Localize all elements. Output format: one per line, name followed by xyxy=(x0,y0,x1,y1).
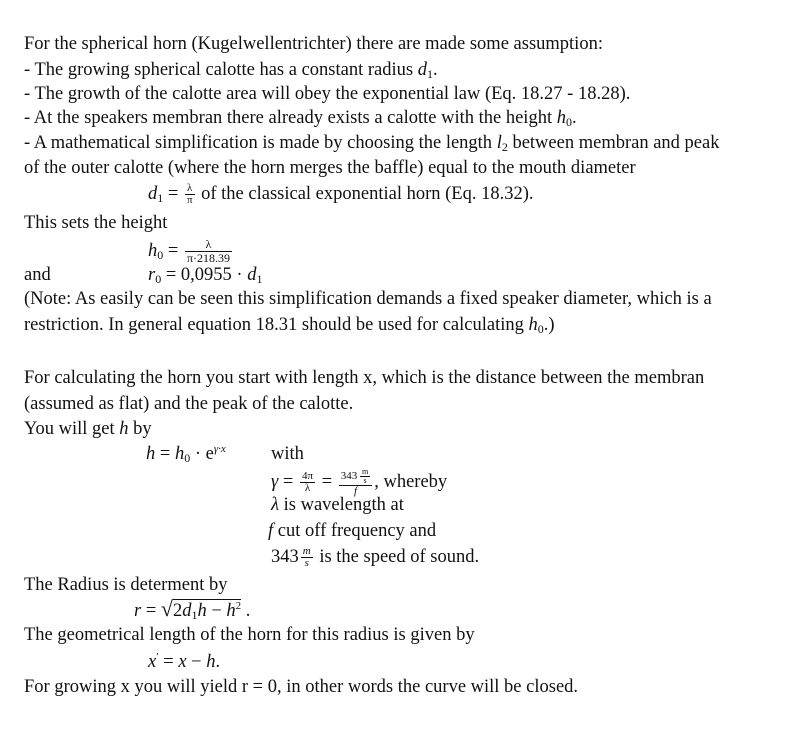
fraction-h0: $\frac{\lambda}{\pi\cdot 218.39}$ xyxy=(186,237,230,265)
f-description: f cut off frequency and xyxy=(268,521,437,541)
radius-text: The Radius is determent by xyxy=(24,575,228,595)
assumption-growth: - The growth of the calotte area will obey the exponential law (Eq. 18.27 - 18.28). xyxy=(24,84,631,104)
calc-intro-line-1: For calculating the horn you start with length x, which is the distance between the membran xyxy=(24,368,705,388)
square-root: $√2d_1h - h^2$ xyxy=(160,596,242,622)
fraction-343-f: 343 $\frac{m}{s}$ f xyxy=(339,468,372,497)
equation-h0: $h_0$ = $\frac{\lambda}{\pi\cdot 218.39}$ xyxy=(148,237,230,265)
note-line-2: restriction. In general equation 18.31 should be used for calculating $h_0$.) xyxy=(24,315,555,336)
fraction-4pi-lambda: $\frac{4\pi}{\lambda}$ xyxy=(301,470,314,494)
fraction-m-per-s-small: $\frac{m}{s}$ xyxy=(361,467,369,485)
equation-x-prime: x′ = x − h. xyxy=(148,650,221,672)
get-h-text: You will get h by xyxy=(24,419,152,439)
with-label: with xyxy=(271,444,304,464)
equation-gamma: γ = $\frac{4\pi}{\lambda}$ = 343 $\frac{m}{s}$ f , whereby xyxy=(271,467,448,497)
equation-h: $h = h_0 \cdot e^{\gamma\cdot x}$ xyxy=(146,442,226,465)
assumption-height: - At the speakers membran there already exists a calotte with the height $h_0$. xyxy=(24,108,577,129)
geometric-length-text: The geometrical length of the horn for this radius is given by xyxy=(24,625,475,645)
fraction-m-per-s: $\frac{m}{s}$ xyxy=(302,545,311,570)
equation-d1: $d_1$ = $\frac{\lambda}{\pi}$ of the classical exponential horn (Eq. 18.32). xyxy=(148,182,534,207)
equation-r0: $r_0 = 0,0955 \cdot d_1$ xyxy=(148,265,263,286)
fraction-lambda-over-pi: $\frac{\lambda}{\pi}$ xyxy=(186,182,193,207)
equation-radius: $r = √2d_1h - h^2$ . xyxy=(134,596,251,622)
assumption-radius: - The growing spherical calotte has a constant radius $d_1$. xyxy=(24,60,438,81)
assumptions-intro: For the spherical horn (Kugelwellentrichter) there are made some assumption: xyxy=(24,34,603,54)
lambda-description: λ is wavelength at xyxy=(271,495,404,515)
and-label: and xyxy=(24,265,51,285)
calc-intro-line-2: (assumed as flat) and the peak of the calotte. xyxy=(24,394,354,414)
assumption-outer-calotte: of the outer calotte (where the horn merges the baffle) equal to the mouth diameter xyxy=(24,158,636,178)
assumption-simplification: - A mathematical simplification is made by choosing the length $l_2$ between membran and peak xyxy=(24,133,720,154)
sets-height-text: This sets the height xyxy=(24,213,168,233)
note-line-1: (Note: As easily can be seen this simplification demands a fixed speaker diameter, which is a xyxy=(24,289,712,309)
closing-text: For growing x you will yield r = 0, in other words the curve will be closed. xyxy=(24,677,579,697)
speed-description: 343 $\frac{m}{s}$ is the speed of sound. xyxy=(271,545,480,570)
